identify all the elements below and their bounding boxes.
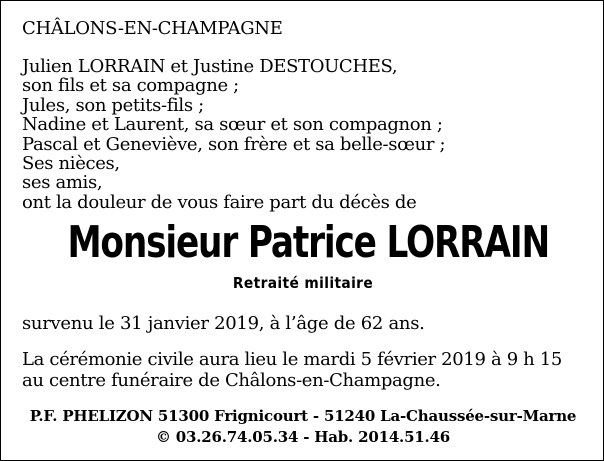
funeral-home-contact [1, 427, 604, 448]
family-line: ont la douleur de vous faire part du décès de [22, 191, 417, 213]
family-line: Pascal et Geneviève, son frère et sa belle-sœur ; [22, 133, 446, 155]
ceremony-line: au centre funéraire de Châlons-en-Champagne. [22, 370, 441, 391]
family-line: Julien LORRAIN et Justine DESTOUCHES, [22, 56, 398, 77]
deceased-occupation: Retraité militaire [232, 274, 374, 292]
deceased-name: Monsieur Patrice LORRAIN [67, 217, 550, 268]
notice-location: CHÂLONS-EN-CHAMPAGNE [22, 18, 283, 39]
family-line: Jules, son petits-fils ; [22, 94, 204, 116]
family-line: Ses nièces, [22, 153, 120, 175]
death-date-line: survenu le 31 janvier 2019, à l’âge de 62 ans. [22, 313, 425, 334]
family-line: son fils et sa compagne ; [22, 75, 239, 97]
funeral-home-info [1, 406, 604, 448]
ceremony-line: La cérémonie civile aura lieu le mardi 5 février 2019 à 9 h 15 [22, 349, 562, 370]
funeral-home-phone: 03.26.74.05.34 - Hab. 2014.51.46 [175, 428, 451, 446]
family-line: ses amis, [22, 172, 103, 194]
phone-symbol-icon: © [155, 428, 171, 446]
ceremony-details [22, 349, 562, 391]
funeral-home-address: P.F. PHELIZON 51300 Frignicourt - 51240 La-Chaussée-sur-Marne [29, 407, 577, 425]
family-announcement [22, 57, 445, 212]
family-line: Nadine et Laurent, sa sœur et son compagnon ; [22, 114, 443, 136]
